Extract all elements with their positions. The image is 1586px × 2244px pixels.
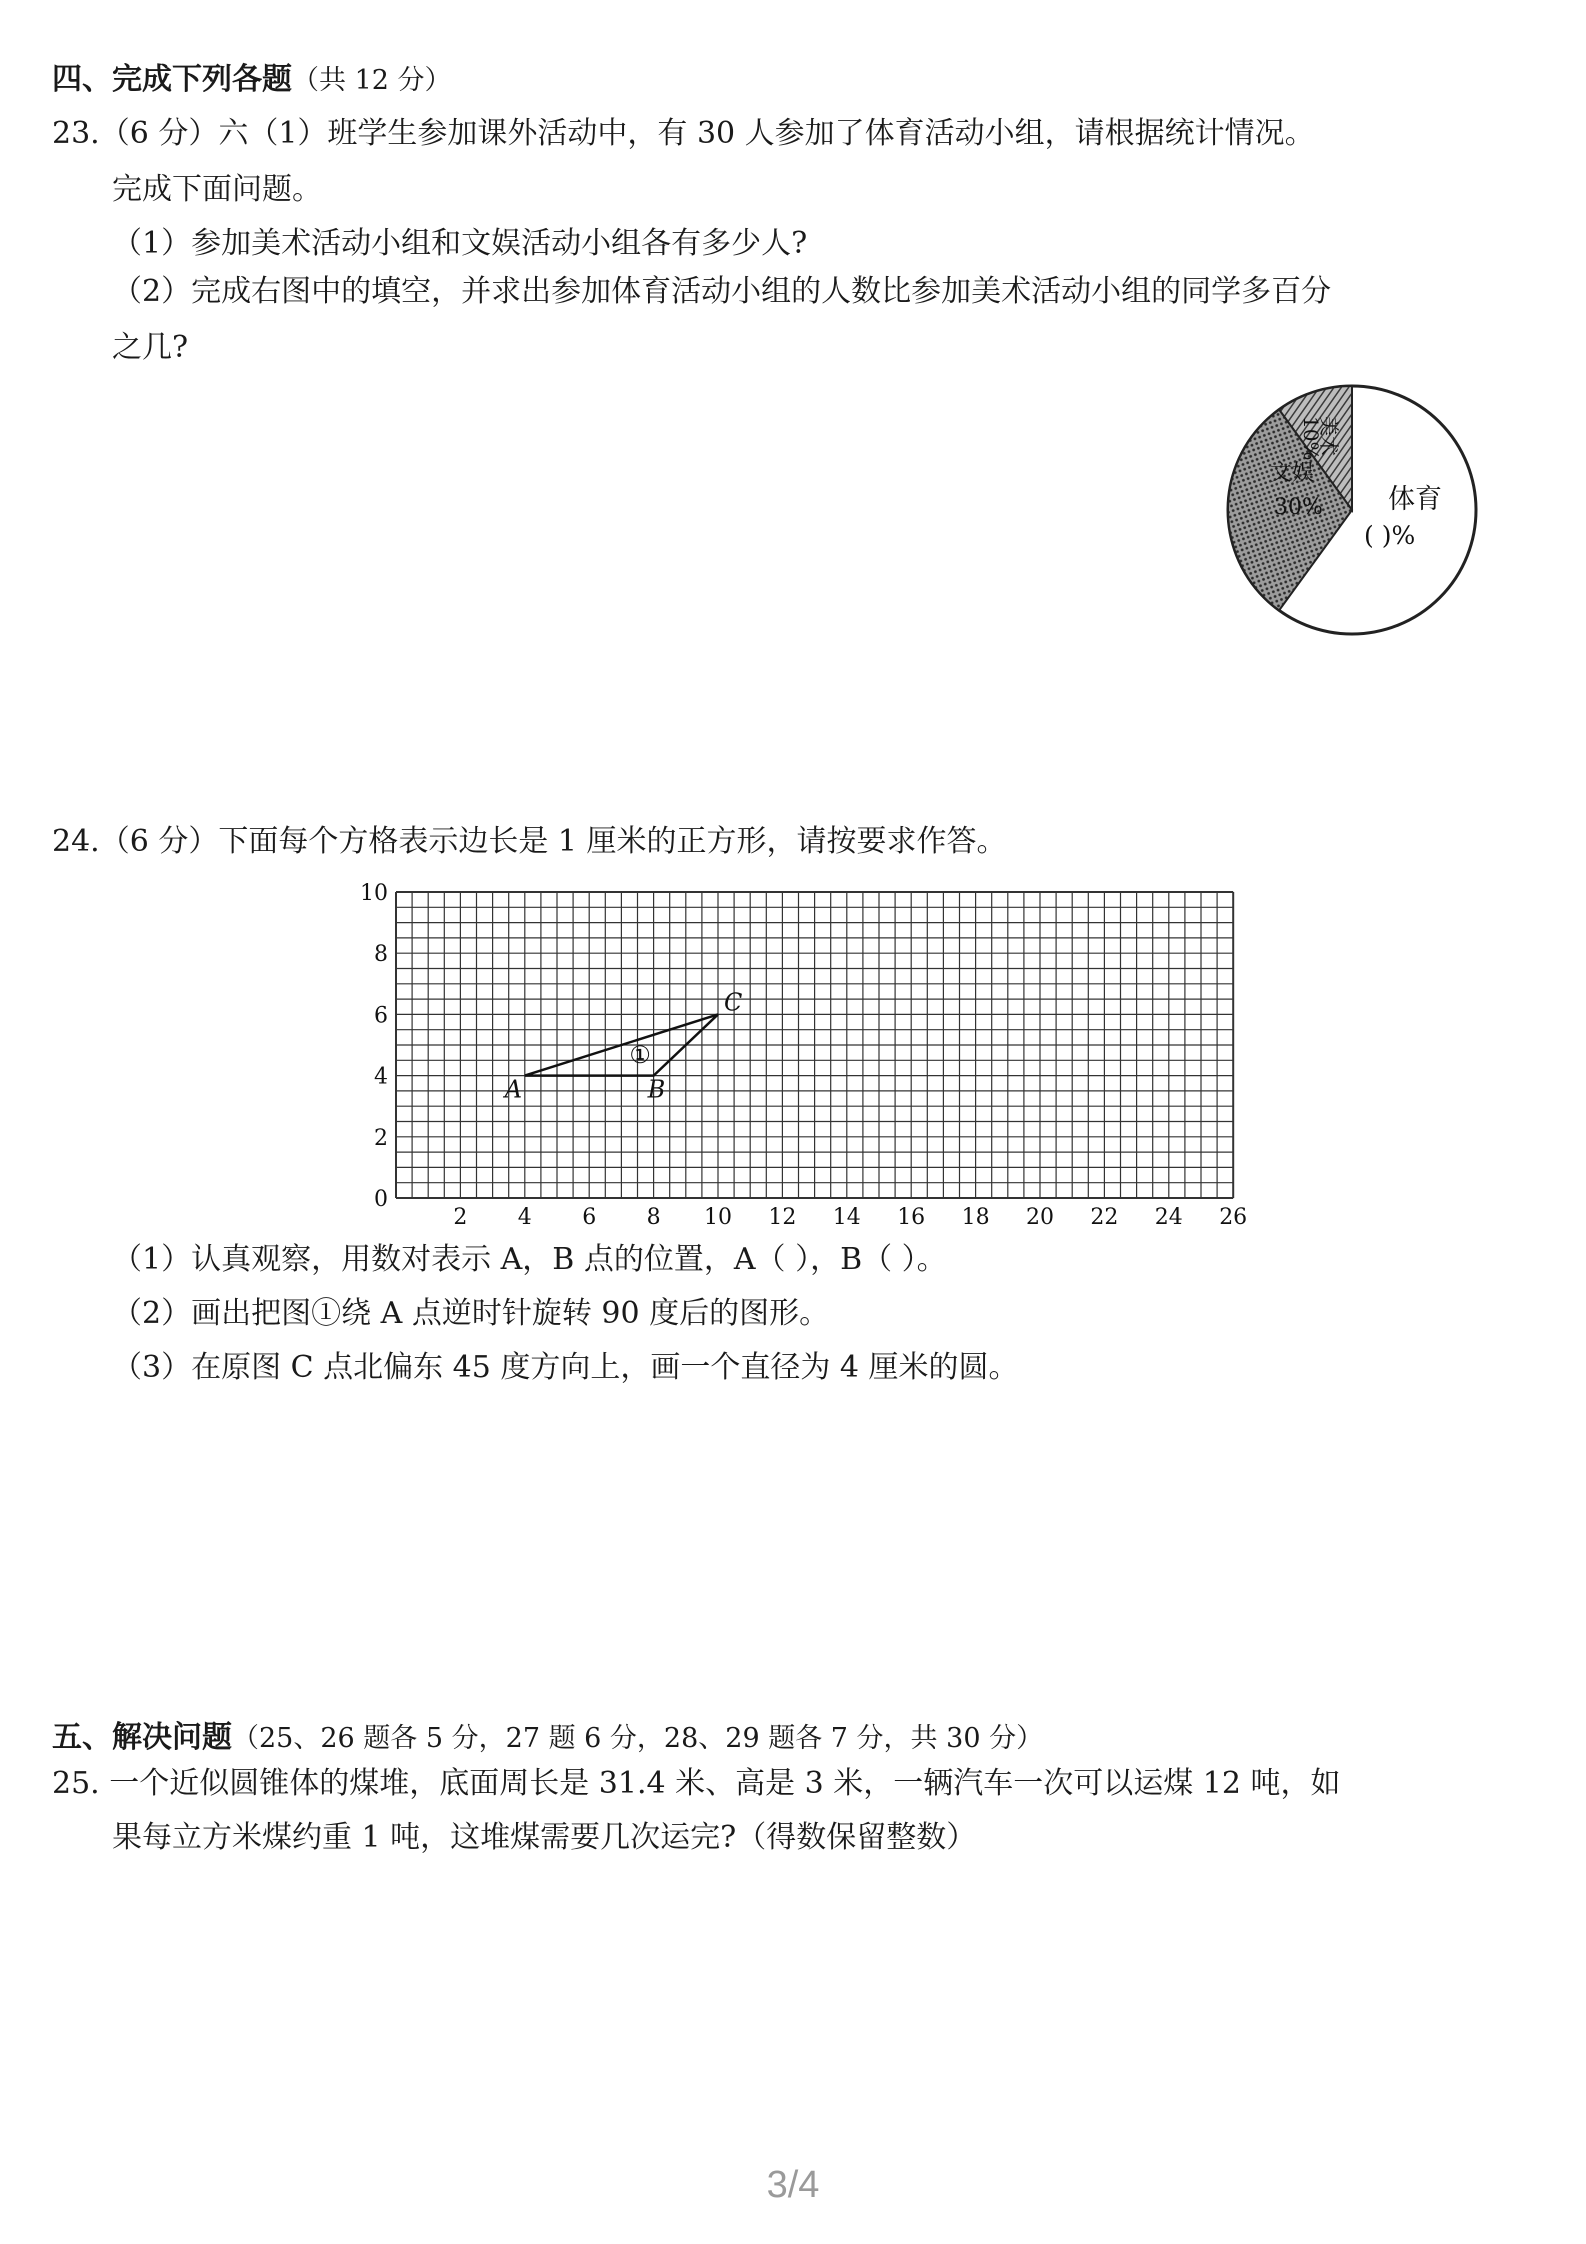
point-b-label: B xyxy=(647,1075,666,1104)
q23-line1: 23.（6 分）六（1）班学生参加课外活动中，有 30 人参加了体育活动小组，请根据统计情况。 xyxy=(52,116,1315,151)
q25-line2: 果每立方米煤约重 1 吨，这堆煤需要几次运完?（得数保留整数） xyxy=(112,1820,977,1855)
pie-label-art-pct: 10% xyxy=(1299,416,1323,461)
q24-sub1: （1）认真观察，用数对表示 A，B 点的位置，A（ ），B（ ）。 xyxy=(112,1242,947,1277)
q24-sub2: （2）画出把图①绕 A 点逆时针旋转 90 度后的图形。 xyxy=(112,1296,830,1331)
pie-label-pe-pct: ( )% xyxy=(1364,521,1416,550)
x-tick-label: 14 xyxy=(832,1205,861,1230)
section4-score: （共 12 分） xyxy=(292,65,452,96)
x-tick-label: 22 xyxy=(1090,1205,1119,1230)
q23-sub2b: 之几? xyxy=(112,330,189,365)
page-number: 3/4 xyxy=(766,2164,820,2206)
x-tick-label: 10 xyxy=(704,1205,732,1230)
point-a-label: A xyxy=(504,1075,523,1104)
x-tick-label: 16 xyxy=(897,1205,926,1230)
section4-title: 四、完成下列各题 xyxy=(52,62,292,97)
y-tick-label: 2 xyxy=(374,1125,388,1151)
q23-sub1: （1）参加美术活动小组和文娱活动小组各有多少人? xyxy=(112,226,808,261)
x-tick-label: 18 xyxy=(961,1205,990,1230)
y-tick-label: 8 xyxy=(374,942,388,968)
figure-1-label: ① xyxy=(629,1041,651,1070)
section5-title: 五、解决问题 xyxy=(52,1720,232,1755)
section5-score: （25、26 题各 5 分，27 题 6 分，28、29 题各 7 分，共 30 分） xyxy=(232,1723,1044,1754)
coordinate-grid xyxy=(350,866,1250,1236)
section4-heading xyxy=(52,60,452,101)
x-tick-label: 20 xyxy=(1026,1205,1054,1230)
y-tick-label: 4 xyxy=(374,1064,388,1090)
x-tick-label: 2 xyxy=(453,1205,468,1230)
q25-line1: 25. 一个近似圆锥体的煤堆，底面周长是 31.4 米、高是 3 米，一辆汽车一次可以运煤 12 吨，如 xyxy=(52,1766,1341,1801)
y-tick-label: 0 xyxy=(374,1187,388,1212)
point-c-label: C xyxy=(724,988,743,1017)
q24-line1: 24.（6 分）下面每个方格表示边长是 1 厘米的正方形，请按要求作答。 xyxy=(52,824,1007,859)
section5-heading xyxy=(52,1718,1043,1759)
pie-label-art: 美术 xyxy=(1317,416,1341,456)
q23-line2: 完成下面问题。 xyxy=(112,172,322,207)
pie-label-ent: 文娱 xyxy=(1270,461,1315,486)
q23-sub2a: （2）完成右图中的填空，并求出参加体育活动小组的人数比参加美术活动小组的同学多百分 xyxy=(112,274,1332,309)
pie-chart xyxy=(1212,372,1492,648)
y-tick-label: 10 xyxy=(360,881,388,906)
x-tick-label: 6 xyxy=(582,1205,597,1230)
x-tick-label: 26 xyxy=(1219,1205,1248,1230)
q24-sub3: （3）在原图 C 点北偏东 45 度方向上，画一个直径为 4 厘米的圆。 xyxy=(112,1350,1019,1385)
x-tick-label: 12 xyxy=(768,1205,797,1230)
pie-label-ent-pct: 30% xyxy=(1274,495,1323,520)
pie-label-pe: 体育 xyxy=(1388,484,1442,515)
x-tick-label: 24 xyxy=(1154,1205,1183,1230)
x-tick-label: 8 xyxy=(646,1205,661,1230)
x-tick-label: 4 xyxy=(517,1205,532,1230)
y-tick-label: 6 xyxy=(374,1003,388,1029)
